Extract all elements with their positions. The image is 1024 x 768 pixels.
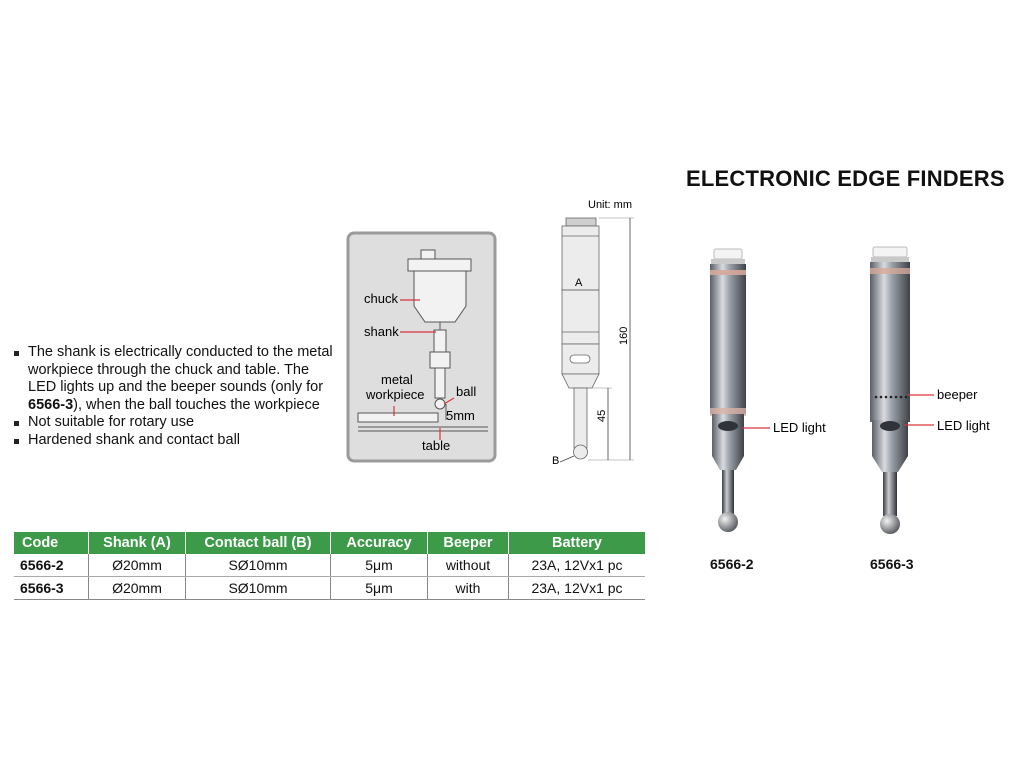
- diagram-label-workpiece: workpiece: [366, 387, 425, 402]
- cell-beeper: with: [428, 577, 509, 600]
- cell-battery: 23A, 12Vx1 pc: [509, 554, 646, 577]
- col-header-shank: Shank (A): [89, 532, 186, 554]
- diagram-label-shank: shank: [364, 324, 399, 339]
- cell-battery: 23A, 12Vx1 pc: [509, 577, 646, 600]
- table-header-row: [14, 532, 645, 554]
- cell-contact-ball: SØ10mm: [186, 554, 331, 577]
- col-header-accuracy: Accuracy: [331, 532, 428, 554]
- cell-code: 6566-2: [14, 554, 89, 577]
- dim-label-b: B: [552, 455, 560, 467]
- diagram-label-chuck: chuck: [364, 291, 398, 306]
- col-header-battery: Battery: [509, 532, 646, 554]
- cell-code: 6566-3: [14, 577, 89, 600]
- cell-accuracy: 5μm: [331, 577, 428, 600]
- col-header-beeper: Beeper: [428, 532, 509, 554]
- diagram-label-ball: ball: [456, 384, 477, 399]
- diagram-label-5mm: 5mm: [446, 408, 475, 423]
- feature-model-code: 6566-3: [28, 396, 74, 413]
- page-title: ELECTRONIC EDGE FINDERS: [686, 166, 1005, 191]
- cell-contact-ball: SØ10mm: [186, 577, 331, 600]
- cell-accuracy: 5μm: [331, 554, 428, 577]
- diagram-label-table: table: [422, 438, 451, 453]
- beeper-label: beeper: [937, 387, 978, 402]
- cell-beeper: without: [428, 554, 509, 577]
- feature-text: The shank is electrically conducted to the metal workpiece through the chuck and table. The LED lights up and the beeper sounds (only for: [28, 344, 333, 395]
- dim-label-45: 45: [596, 409, 608, 422]
- spec-table: [14, 532, 645, 600]
- table-row: [14, 577, 645, 600]
- col-header-code: Code: [14, 532, 89, 554]
- caption-6566-2: 6566-2: [710, 556, 754, 572]
- table-row: [14, 554, 645, 577]
- caption-6566-3: 6566-3: [870, 556, 914, 572]
- product-photo-6566-3: [870, 247, 990, 534]
- led-light-label-2: LED light: [937, 418, 990, 433]
- dim-label-a: A: [575, 277, 583, 289]
- product-photo-6566-2: [710, 249, 826, 532]
- feature-text: Not suitable for rotary use: [28, 414, 195, 430]
- technical-drawing: [552, 199, 634, 467]
- col-header-contact-ball: Contact ball (B): [186, 532, 331, 554]
- cell-shank: Ø20mm: [89, 577, 186, 600]
- feature-text: ), when the ball touches the workpiece: [73, 396, 320, 413]
- diagram-label-metal: metal: [381, 372, 413, 387]
- led-light-label-1: LED light: [773, 420, 826, 435]
- dim-label-160: 160: [618, 326, 630, 345]
- usage-diagram: [348, 233, 495, 461]
- unit-label: Unit: mm: [588, 199, 632, 211]
- cell-shank: Ø20mm: [89, 554, 186, 577]
- feature-text: Hardened shank and contact ball: [28, 431, 241, 448]
